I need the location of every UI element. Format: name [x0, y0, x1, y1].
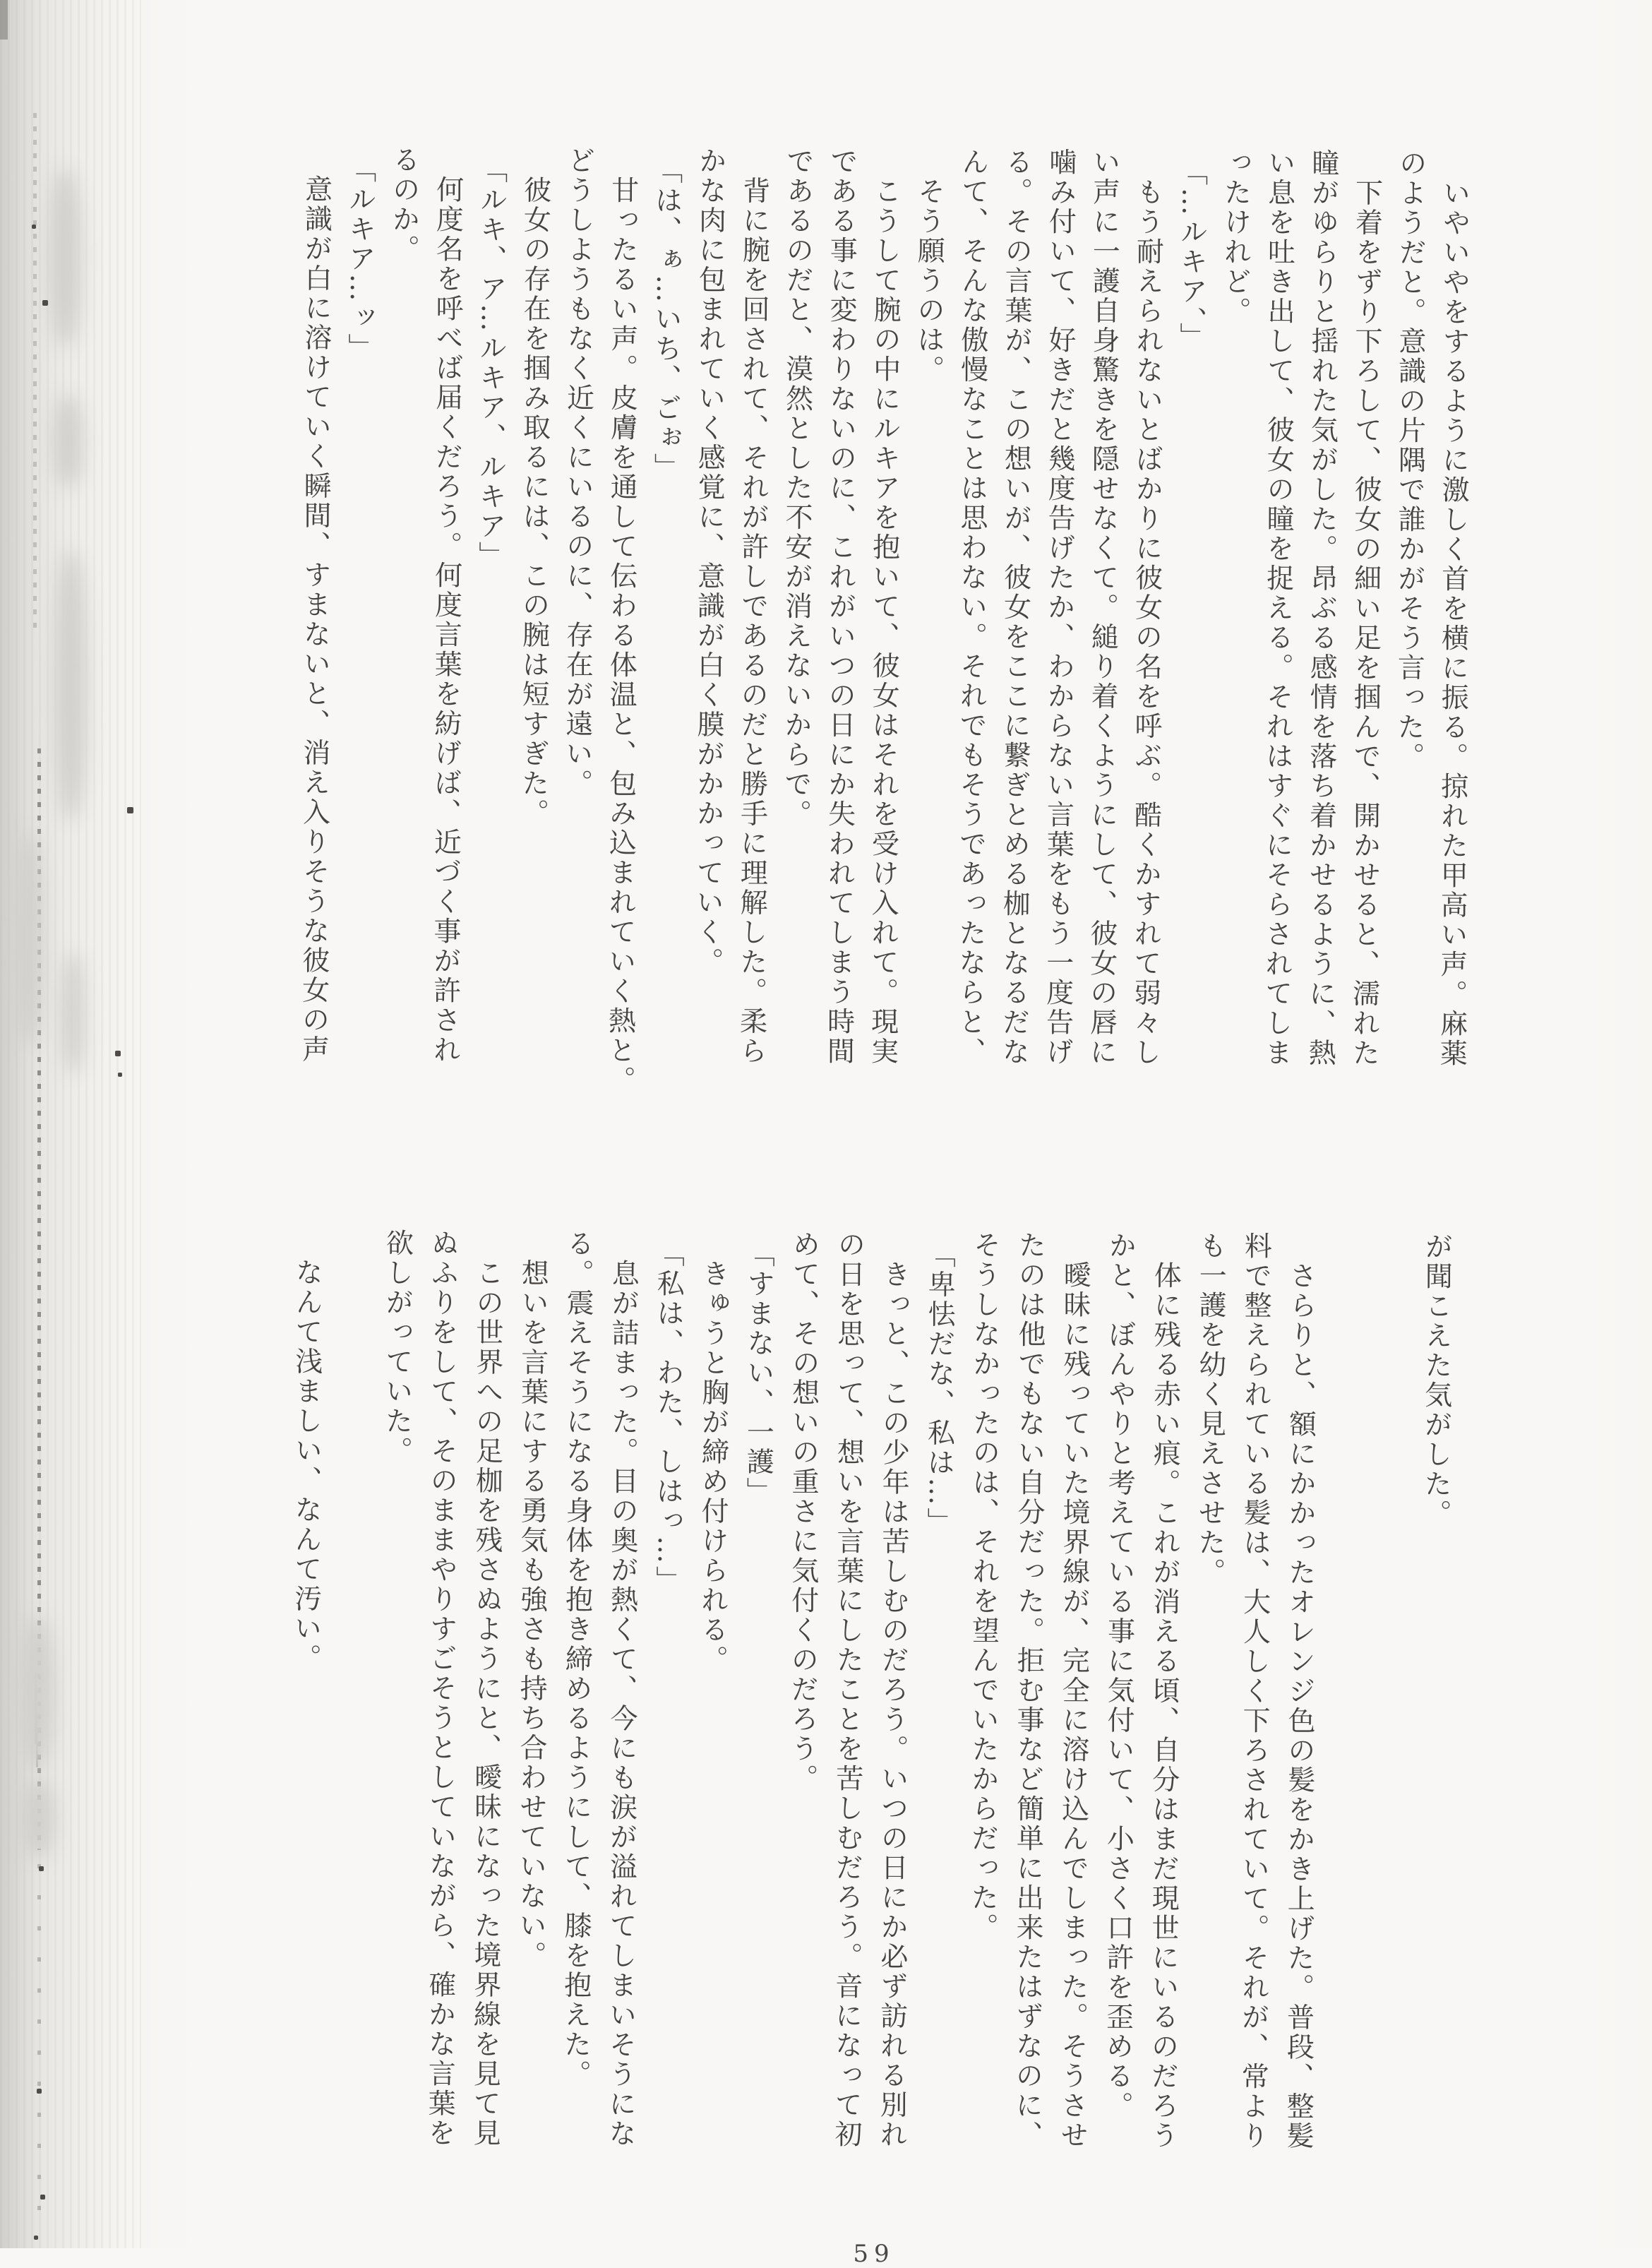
text-column: 「は、ぁ…いち、ごぉ」: [650, 156, 683, 483]
text-column: こうして腕の中にルキアを抱いて、彼女はそれを受け入れて。現実: [866, 177, 902, 1067]
text-column: 意識が白に溶けていく瞬間、すまないと、消え入りそうな彼女の声: [297, 174, 333, 1065]
text-column: る。震えそうになる身体を抱き締めるようにして、膝を抱えた。: [559, 1229, 594, 2089]
text-column: かと、ぼんやりと考えている事に気付いて、小さく口許を歪める。: [1101, 1231, 1137, 2121]
text-block-bottom: [281, 1228, 1459, 2164]
text-column: どうしようもなく近くにいるのに、存在が遠い。: [561, 145, 595, 799]
text-column: もう耐えられないとばかりに彼女の名を呼ぶ。酷くかすれて弱々し: [1129, 177, 1164, 1068]
text-column: 背に腕を回されて、それが許しであるのだと勝手に理解した。柔ら: [735, 176, 770, 1066]
text-column: 「…ルキア、」: [1175, 157, 1208, 352]
text-column: るのか。: [388, 145, 420, 264]
text-column: めて、その想いの重さに気付くのだろう。: [786, 1229, 820, 1793]
text-column: 「ルキア…ッ」: [343, 155, 376, 363]
text-block-top: [291, 145, 1476, 1109]
text-column: 噛み付いて、好きだと幾度告げたか、わからない言葉をもう一度告げ: [1041, 148, 1077, 1068]
text-column: が聞こえた気がした。: [1420, 1231, 1453, 1529]
text-column: 「私は、わた、しはっ…」: [651, 1239, 685, 1596]
text-column: 甘ったるい声。皮膚を通して伝わる体温と、包み込まれていく熱と。: [604, 175, 639, 1096]
text-column: 欲しがっていた。: [381, 1228, 414, 1466]
text-column: のようだと。意識の片隅で誰かがそう言った。: [1392, 148, 1427, 772]
text-column: 彼女の存在を掴み取るには、この腕は短すぎた。: [517, 175, 551, 828]
text-column: いやいやをするように激しく首を横に振る。掠れた甲高い声。麻薬: [1435, 179, 1471, 1069]
text-column: 料で整えられている髪は、大人しく下ろされていて。それが、常より: [1236, 1231, 1272, 2151]
text-column: きっと、この少年は苦しむのだろう。いつの日にか必ず訪れる別れ: [875, 1260, 911, 2150]
text-column: 「ルキ、ア…ルキア、ルキア」: [474, 155, 508, 571]
text-column: たのは他でもない自分だった。拒む事など簡単に出来たはずなのに、: [1010, 1230, 1046, 2151]
text-column: かな肉に包まれていく感覚に、意識が白く膜がかかっていく。: [691, 146, 726, 977]
text-column: であるのだと、漠然とした不安が消えないからで。: [779, 146, 814, 829]
text-column: 息が詰まった。目の奥が熱くて、今にも涙が溢れてしまいそうにな: [604, 1258, 640, 2149]
text-column: の日を思って、想いを言葉にしたことを苦しむだろう。音になって初: [830, 1230, 866, 2150]
text-column: である事に変わりないのに、これがいつの日にか失われてしまう時間: [822, 146, 858, 1067]
text-column: い声に一護自身驚きを隠せなくて。縋り着くようにして、彼女の唇に: [1085, 148, 1120, 1068]
text-column: きゅうと胸が締め付けられる。: [696, 1259, 730, 1675]
text-column: 曖昧に残っていた境界線が、完全に溶け込んでしまった。そうさせ: [1055, 1260, 1091, 2151]
text-column: も一護を幼く見えさせた。: [1193, 1231, 1227, 1587]
text-column: 想いを言葉にする勇気も強さも持ち合わせていない。: [514, 1258, 549, 1971]
text-column: る。その言葉が、この想いが、彼女をここに繋ぎとめる枷となるだな: [998, 147, 1033, 1068]
text-column: ぬふりをして、そのままやりすごそうとしていながら、確かな言葉を: [423, 1229, 459, 2149]
text-column: んて、そんな傲慢なことは思わない。それでもそうであったならと、: [954, 147, 989, 1067]
text-column: なんて浅ましい、なんて汚い。: [289, 1258, 323, 1673]
text-column: 何度名を呼べば届くだろう。何度言葉を紡げば、近づく事が許され: [429, 175, 464, 1066]
text-column: 「すまない、一護」: [742, 1239, 775, 1507]
text-column: そう願うのは。: [912, 177, 945, 385]
text-column: ったけれど。: [1219, 148, 1252, 327]
text-column: そうしなかったのは、それを望んでいたからだった。: [966, 1230, 1001, 1942]
page-number: 59: [853, 2240, 895, 2268]
text-column: 「卑怯だな、私は…」: [922, 1240, 956, 1537]
text-column: 下着をずり下ろして、彼女の細い足を掴んで、開かせると、濡れた: [1348, 178, 1383, 1068]
text-column: 瞳がゆらりと揺れた気がした。昂ぶる感情を落ち着かせるように、熱: [1304, 148, 1339, 1068]
text-column: さらりと、額にかかったオレンジ色の髪をかき上げた。普段、整髪: [1281, 1261, 1317, 2151]
text-column: 体に残る赤い痕。これが消える頃、自分はまだ現世にいるのだろう: [1146, 1260, 1182, 2151]
text-column: い息を吐き出して、彼女の瞳を捉える。それはすぐにそらされてしま: [1260, 148, 1295, 1068]
text-column: この世界への足枷を残さぬようにと、曖昧になった境界線を見て見: [468, 1258, 504, 2149]
